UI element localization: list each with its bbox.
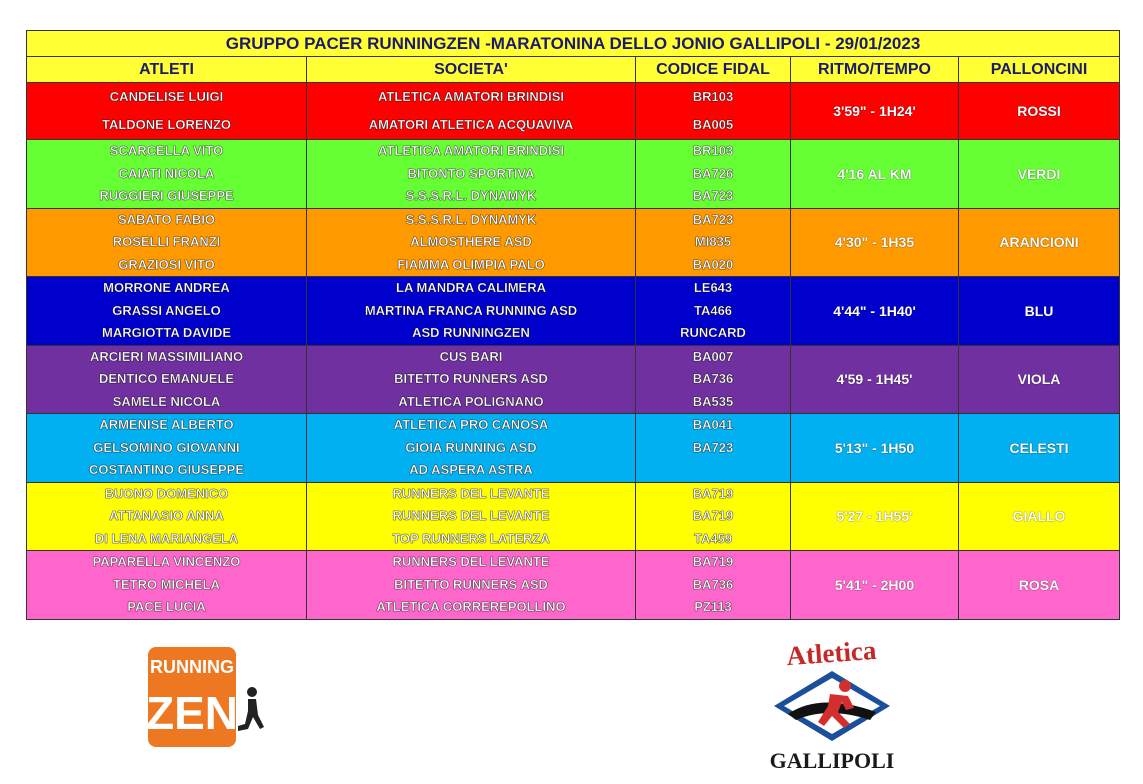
- athlete-name: MORRONE ANDREA: [103, 280, 230, 295]
- group-row: [27, 83, 1120, 140]
- code-cell: [636, 140, 791, 209]
- code-cell: [636, 345, 791, 414]
- athlete-name: TETRO MICHELA: [113, 576, 220, 592]
- athletes-cell: [27, 414, 307, 483]
- title-row: [27, 31, 1120, 57]
- club-name: CUS BARI: [439, 348, 503, 364]
- page-title: GRUPPO PACER RUNNINGZEN -MARATONINA DELLO JONIO GALLIPOLI - 29/01/2023: [27, 31, 1120, 57]
- fidal-code: BA007: [692, 348, 734, 364]
- balloon-color-cell: BLU: [959, 277, 1120, 346]
- athlete-name: GRASSI ANGELO: [112, 302, 221, 318]
- fidal-code: BA719: [692, 485, 734, 501]
- athletes-cell: [27, 277, 307, 346]
- athletes-cell: [27, 551, 307, 620]
- athlete-name: ATTANASIO ANNA: [109, 508, 224, 523]
- header-row: [27, 57, 1120, 83]
- club-name: LA MANDRA CALIMERA: [396, 280, 546, 295]
- athletes-cell: [27, 208, 307, 277]
- athlete-name: SAMELE NICOLA: [112, 393, 221, 409]
- runner-icon: [238, 687, 264, 731]
- athletes-cell: [27, 83, 307, 140]
- balloon-color-cell: VERDI: [959, 140, 1120, 209]
- club-cell: [307, 345, 636, 414]
- header-athletes: ATLETI: [27, 57, 307, 83]
- code-cell: [636, 482, 791, 551]
- pace-cell: 5'27 - 1H55': [791, 482, 959, 551]
- runningzen-logo-line2: ZEN: [148, 687, 238, 739]
- athlete-name: RUGGIERI GIUSEPPE: [99, 188, 234, 203]
- athlete-name: MARGIOTTA DAVIDE: [101, 325, 232, 340]
- code-cell: [636, 208, 791, 277]
- header-club: SOCIETA': [307, 57, 636, 83]
- club-name: FIAMMA OLIMPIA PALO: [397, 256, 545, 272]
- group-row: [27, 482, 1120, 551]
- pace-cell: 4'44" - 1H40': [791, 277, 959, 346]
- fidal-code: PZ113: [694, 599, 732, 614]
- group-row: [27, 345, 1120, 414]
- athlete-name: GELSOMINO GIOVANNI: [93, 439, 240, 455]
- group-row: [27, 140, 1120, 209]
- club-name: ATLETICA AMATORI BRINDISI: [377, 143, 565, 158]
- group-row: [27, 414, 1120, 483]
- club-name: ASD RUNNINGZEN: [412, 325, 530, 340]
- club-cell: [307, 140, 636, 209]
- header-balloons: PALLONCINI: [959, 57, 1120, 83]
- fidal-code: TA459: [693, 530, 733, 546]
- header-fidal-code: CODICE FIDAL: [636, 57, 791, 83]
- fidal-code: MI835: [694, 234, 732, 249]
- club-name: ATLETICA PRO CANOSA: [393, 417, 549, 432]
- club-name: BITETTO RUNNERS ASD: [394, 576, 548, 592]
- club-name: S.S.S.R.L. DYNAMYK: [405, 211, 537, 227]
- athletes-cell: [27, 345, 307, 414]
- club-name: ATLETICA POLIGNANO: [398, 393, 544, 409]
- athlete-name: ROSELLI FRANZI: [112, 234, 221, 249]
- code-cell: [636, 551, 791, 620]
- club-cell: [307, 83, 636, 140]
- balloon-color-cell: VIOLA: [959, 345, 1120, 414]
- fidal-code: BR103: [692, 89, 734, 104]
- club-name: MARTINA FRANCA RUNNING ASD: [364, 302, 578, 318]
- fidal-code: BA723: [692, 188, 734, 203]
- club-cell: [307, 208, 636, 277]
- fidal-code: LE643: [693, 280, 733, 295]
- pace-cell: 4'30" - 1H35: [791, 208, 959, 277]
- balloon-color-cell: ROSSI: [959, 83, 1120, 140]
- fidal-code: BA041: [692, 417, 734, 432]
- club-cell: [307, 482, 636, 551]
- logo-bottom-text: GALLIPOLI: [769, 748, 895, 773]
- club-name: ALMOSTHERE ASD: [410, 234, 532, 249]
- club-name: BITETTO RUNNERS ASD: [394, 371, 548, 386]
- fidal-code: RUNCARD: [680, 325, 746, 340]
- fidal-code: BA719: [692, 508, 734, 523]
- athlete-name: COSTANTINO GIUSEPPE: [88, 462, 245, 477]
- athlete-name: CANDELISE LUIGI: [109, 89, 224, 104]
- code-cell: [636, 414, 791, 483]
- fidal-code: BA535: [692, 393, 734, 409]
- fidal-code: BA723: [692, 211, 734, 227]
- balloon-color-cell: GIALLO: [959, 482, 1120, 551]
- pacer-table: [26, 30, 1120, 620]
- athletes-cell: [27, 140, 307, 209]
- fidal-code: BA020: [692, 256, 734, 272]
- club-name: GIOIA RUNNING ASD: [405, 439, 537, 455]
- fidal-code: BA719: [692, 554, 734, 569]
- athlete-name: CAIATI NICOLA: [118, 165, 215, 181]
- code-cell: [636, 277, 791, 346]
- club-name: ATLETICA CORREREPOLLINO: [376, 599, 566, 614]
- code-cell: [636, 83, 791, 140]
- runningzen-logo: [148, 647, 266, 747]
- athlete-name: ARCIERI MASSIMILIANO: [89, 348, 244, 364]
- club-cell: [307, 551, 636, 620]
- club-name: TOP RUNNERS LATERZA: [392, 530, 550, 546]
- fidal-code: BA736: [692, 371, 734, 386]
- athlete-name: PACE LUCIA: [127, 599, 206, 614]
- club-name: RUNNERS DEL LEVANTE: [392, 485, 550, 501]
- pace-cell: 5'13" - 1H50: [791, 414, 959, 483]
- logo-top-text: Atletica: [785, 636, 878, 672]
- pace-cell: 4'59 - 1H45': [791, 345, 959, 414]
- club-name: ATLETICA AMATORI BRINDISI: [377, 89, 565, 104]
- group-row: [27, 208, 1120, 277]
- athlete-name: SABATO FABIO: [117, 211, 216, 227]
- header-pace-time: RITMO/TEMPO: [791, 57, 959, 83]
- pace-cell: 4'16 AL KM: [791, 140, 959, 209]
- group-row: [27, 551, 1120, 620]
- club-name: RUNNERS DEL LEVANTE: [392, 508, 550, 523]
- group-row: [27, 277, 1120, 346]
- club-cell: [307, 414, 636, 483]
- pace-cell: 5'41" - 2H00: [791, 551, 959, 620]
- athlete-name: DENTICO EMANUELE: [98, 371, 235, 386]
- athlete-name: TALDONE LORENZO: [101, 117, 232, 132]
- fidal-code: BA723: [692, 439, 734, 455]
- fidal-code: [636, 459, 790, 482]
- pace-cell: 3'59" - 1H24': [791, 83, 959, 140]
- runner-diamond-icon: [774, 671, 890, 741]
- fidal-code: TA466: [693, 302, 733, 318]
- club-name: S.S.S.R.L. DYNAMYK: [405, 188, 537, 203]
- fidal-code: BA005: [692, 117, 734, 132]
- fidal-code: BR103: [692, 143, 734, 158]
- athlete-name: SCARCELLA VITO: [109, 143, 224, 158]
- club-name: AD ASPERA ASTRA: [409, 462, 533, 477]
- athletes-cell: [27, 482, 307, 551]
- athlete-name: DI LENA MARIANGELA: [94, 530, 239, 546]
- athlete-name: BUONO DOMENICO: [104, 485, 229, 501]
- athlete-name: ARMENISE ALBERTO: [99, 417, 234, 432]
- fidal-code: BA726: [692, 165, 734, 181]
- athlete-name: GRAZIOSI VITO: [118, 256, 215, 272]
- club-name: RUNNERS DEL LEVANTE: [392, 554, 550, 569]
- club-name: AMATORI ATLETICA ACQUAVIVA: [368, 117, 574, 132]
- runningzen-logo-line1: RUNNING: [150, 657, 234, 677]
- club-cell: [307, 277, 636, 346]
- balloon-color-cell: CELESTI: [959, 414, 1120, 483]
- balloon-color-cell: ARANCIONI: [959, 208, 1120, 277]
- balloon-color-cell: ROSA: [959, 551, 1120, 620]
- fidal-code: BA736: [692, 576, 734, 592]
- atletica-gallipoli-logo: [750, 636, 920, 776]
- athlete-name: PAPARELLA VINCENZO: [92, 554, 241, 569]
- club-name: BITONTO SPORTIVA: [407, 165, 535, 181]
